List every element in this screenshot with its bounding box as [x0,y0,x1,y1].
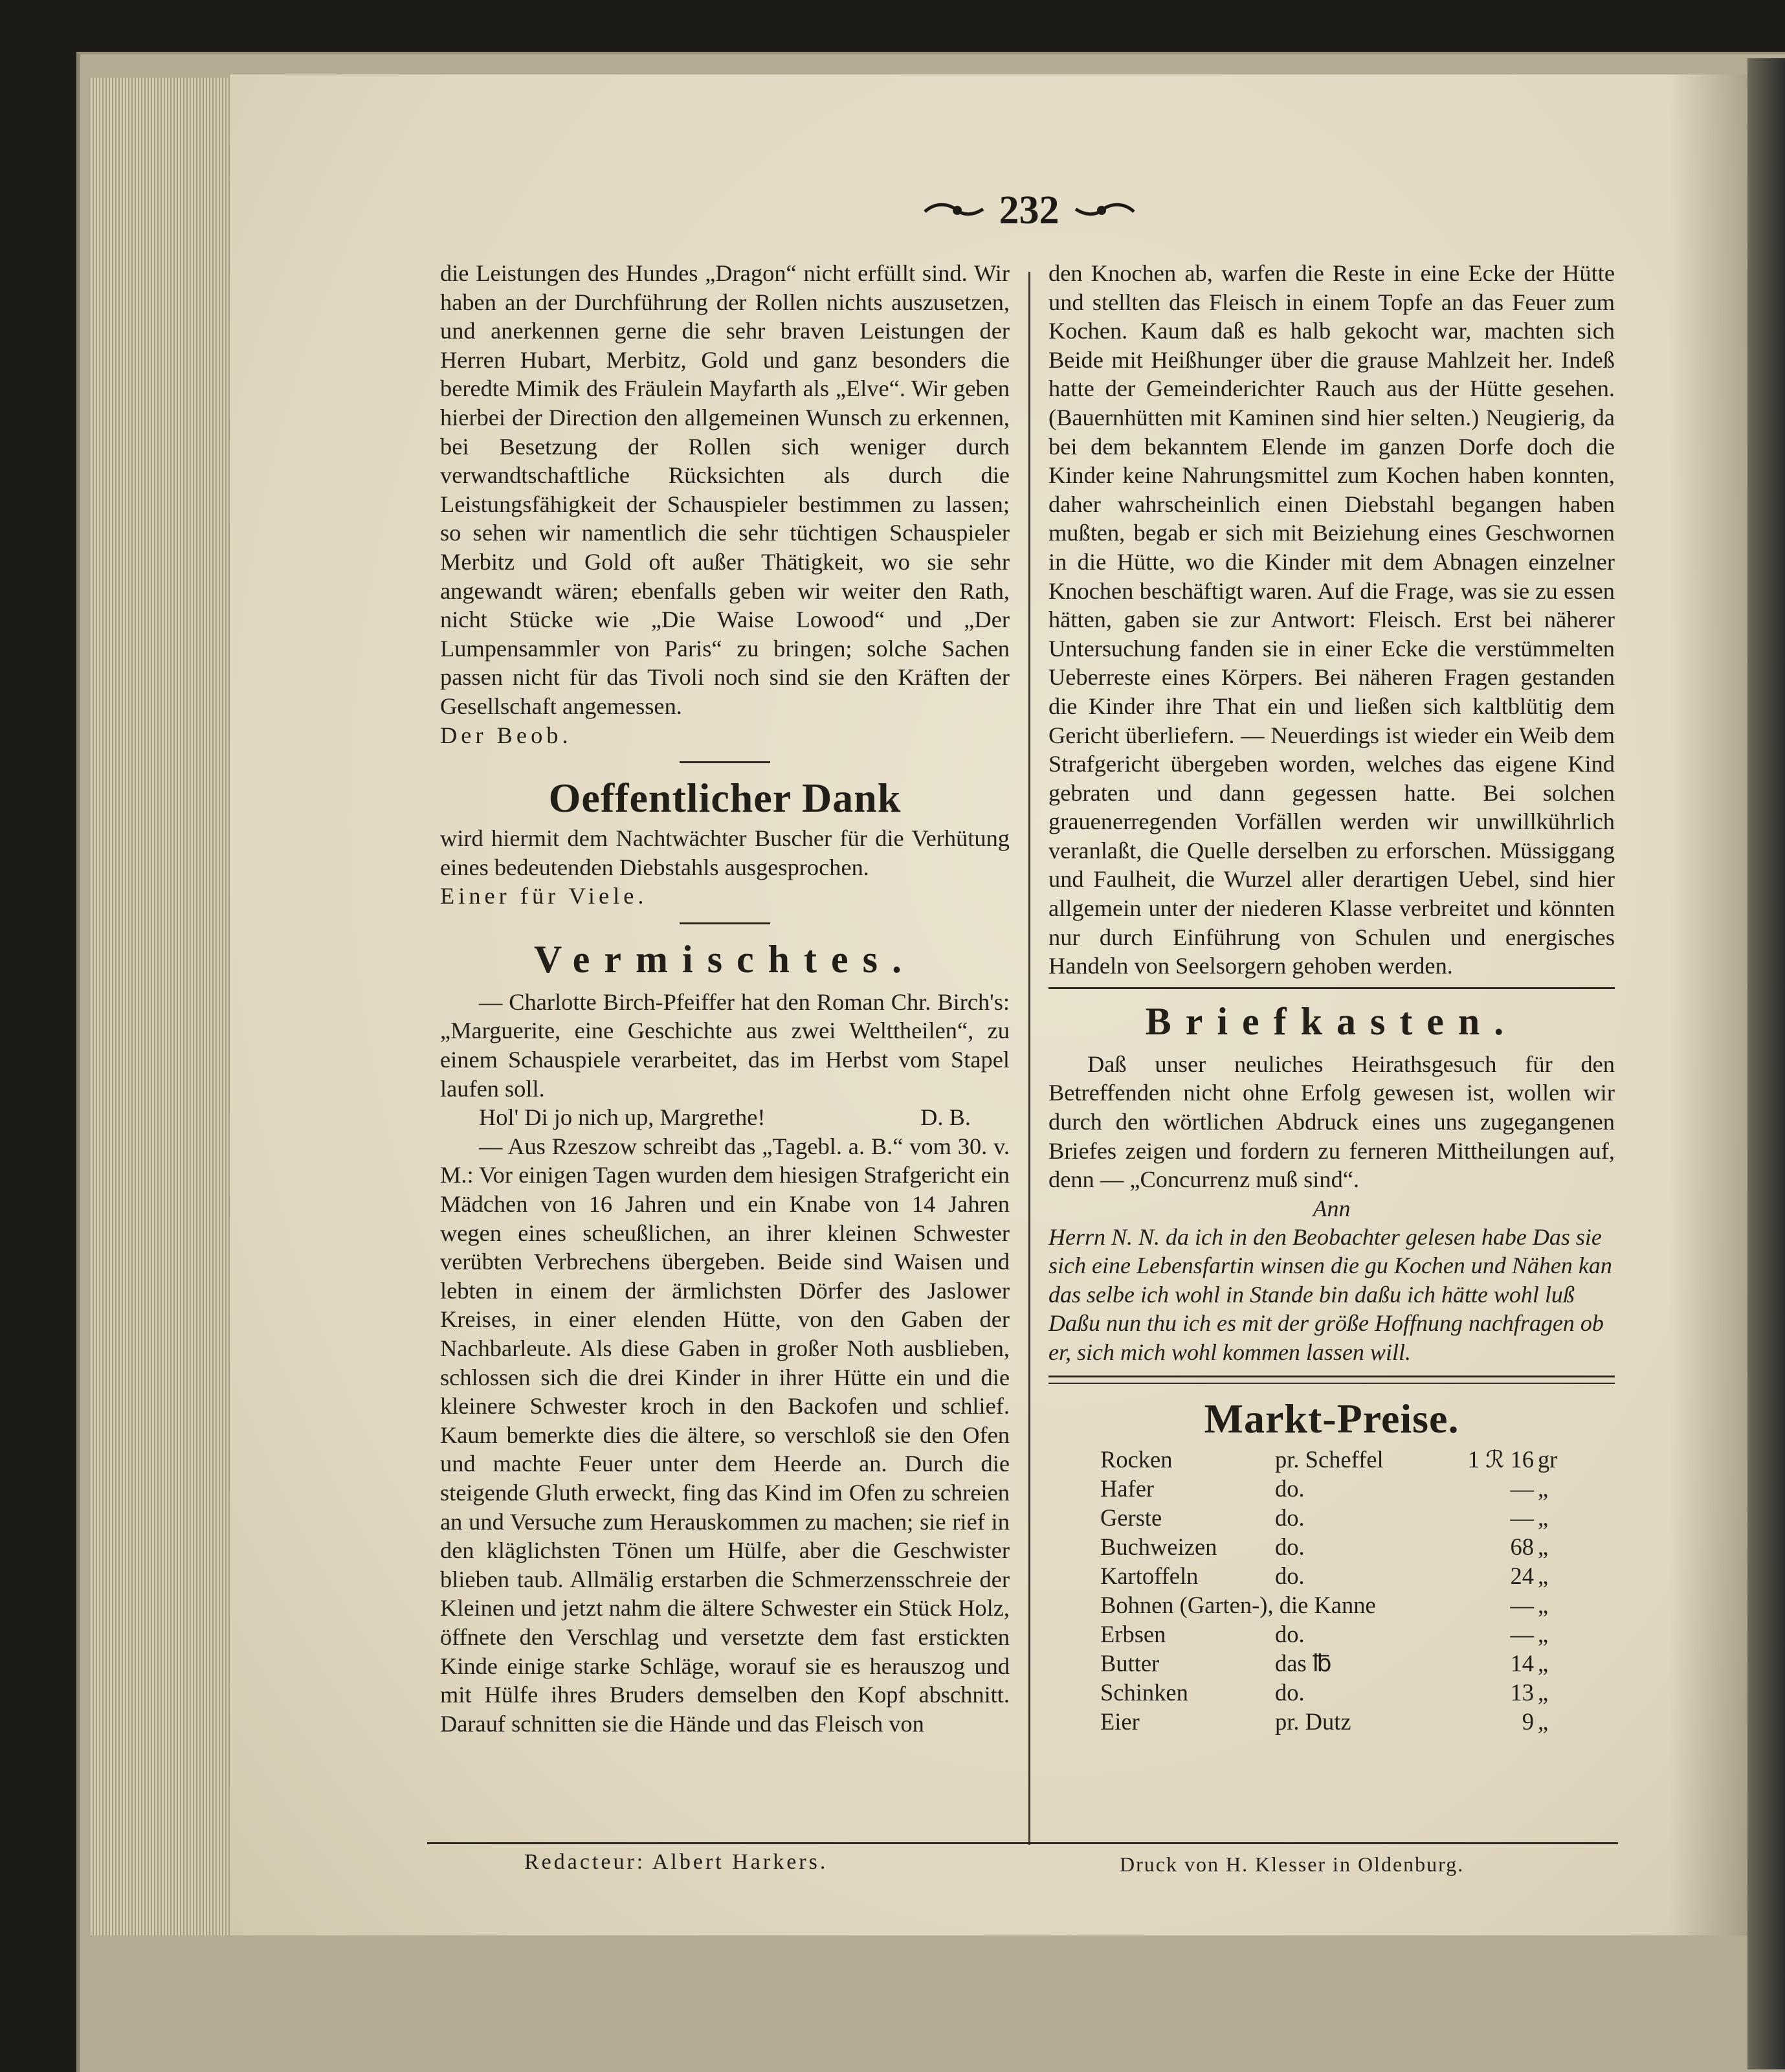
price-unit: gr [1538,1446,1558,1473]
price-measure: pr. Scheffel [1275,1446,1384,1473]
price-item: Butter [1100,1650,1160,1677]
price-item: Buchweizen [1100,1533,1217,1561]
birch-pfeiffer-news: — Charlotte Birch-Pfeiffer hat den Roman Chr. Birch's: „Marguerite, eine Geschichte aus zwei Welttheilen“, zu einem Schauspiele verarbeitet, das im Herbst vom Stapel laufen soll. [440,988,1010,1102]
birch-quote: Hol' Di jo nich up, Margrethe! [479,1104,766,1131]
markt-preise-heading: Markt-Preise. [1204,1396,1459,1442]
briefkasten-heading: Briefkasten. [1145,999,1518,1043]
dank-signature: Einer für Viele. [440,883,648,909]
price-item: Kartoffeln [1100,1563,1199,1590]
left-column [440,259,1010,1738]
price-row [1100,1678,1615,1707]
price-value: — [1510,1504,1534,1532]
price-value: 9 [1522,1708,1534,1735]
review-signature: Der Beob. [440,722,572,748]
price-row [1100,1649,1615,1678]
page-stack-edges [91,78,239,1935]
vermischtes-heading: Vermischtes. [533,937,916,981]
right-column [1048,259,1615,1736]
price-item: Erbsen [1100,1621,1166,1648]
page-number-header [900,184,1159,236]
price-row [1100,1474,1615,1503]
left-ornament-icon [922,197,986,223]
price-unit: „ [1538,1533,1549,1561]
editor-credit: Redacteur: Albert Harkers. [524,1850,828,1874]
price-measure: pr. Dutz [1275,1708,1351,1735]
price-unit: „ [1538,1708,1549,1735]
price-measure: das ℔ [1275,1650,1332,1677]
page-gutter-shadow [1670,74,1747,1935]
price-unit: „ [1538,1679,1549,1706]
price-value: 13 [1510,1679,1534,1706]
price-value: — [1510,1475,1534,1502]
book-spine-edge [1747,58,1785,2069]
price-row [1100,1532,1615,1561]
price-row [1100,1620,1615,1649]
rzeszow-continuation: den Knochen ab, warfen die Reste in eine Ecke der Hütte und stellten das Fleisch in einem Topfe an das Feuer zum Kochen. Kaum daß es halb gekocht war, machten sich Beide mit Heißhunger über die grause Mahlzeit her. Indeß hatte der Gemeinderichter Rauch aus der Hütte gesehen. (Bauernhütten mit Kaminen sind hier selten.) Neugierig, da bei dem bekanntem Elende im ganzen Dorfe doch die Kinder keine Nahrungsmittel zum Kochen haben konnten, daher wahrscheinlich einen Diebstahl begangen haben mußten, begab er sich mit Beiziehung eines Geschwornen in die Hütte, wo die Kinder mit dem Abnagen einzelner Knochen beschäftigt waren. Auf die Frage, was sie zu essen hätten, gaben sie zur Antwort: Fleisch. Erst bei näherer Untersuchung fanden sie in einer Ecke die verstümmelten Ueberreste eines Körpers. Bei näheren Fragen gestanden die Kinder ihre That ein und ließen sich kaltblütig dem Gericht überliefern. — Neuerdings ist wieder ein Weib dem Strafgericht übergeben worden, welches das eigene Kind gebraten und dann gegessen hatte. Bei solchen grauenerregenden Vorfällen werden wir unwillkührlich veranlaßt, die Quelle derselben zu erforschen. Müssiggang und Faulheit, die Wurzel aller derartigen Uebel, sind hier allgemein unter der niederen Klasse verbreitet und könnten nur durch Einführung von Schulen und energisches Handeln von Seelsorgern gehoben werden. [1048,260,1615,979]
column-divider [1028,272,1030,1845]
price-value: — [1510,1592,1534,1619]
footer-rule [427,1842,1618,1844]
section-divider [1048,1376,1615,1384]
price-row [1100,1561,1615,1590]
price-unit: „ [1538,1592,1549,1619]
letter-text: Herrn N. N. da ich in den Beobachter gelesen habe Das sie sich eine Lebensfartin winsen die gu Kochen und Nähen kan das selbe ich wohl in Stande bin daßu ich hätte wohl luß Daßu nun thu ich es mit der größe Hoffnung nachfragen ob er, sich mich wohl kommen lassen will. [1048,1223,1612,1365]
price-unit: „ [1538,1475,1549,1502]
price-measure: do. [1275,1621,1305,1648]
birch-quote-line [440,1103,1010,1132]
price-item: Schinken [1100,1679,1188,1706]
price-item: Hafer [1100,1475,1155,1502]
market-price-table [1100,1445,1615,1736]
price-value: 24 [1510,1563,1534,1590]
printer-credit: Druck von H. Klesser in Oldenburg. [1120,1853,1465,1876]
price-row [1100,1590,1615,1620]
price-unit: „ [1538,1621,1549,1648]
price-item: Bohnen (Garten-), die Kanne [1100,1592,1376,1619]
page-number: 232 [999,188,1059,232]
price-measure: do. [1275,1679,1305,1706]
price-item: Rocken [1100,1446,1173,1473]
price-value: — [1510,1621,1534,1648]
theatre-review-text: die Leistungen des Hundes „Dragon“ nicht erfüllt sind. Wir haben an der Durchführung der Rollen nichts auszusetzen, und anerkennen gerne die sehr braven Leistungen der Herren Hubart, Merbitz, Gold und ganz besonders die beredte Mimik des Fräulein Mayfarth als „Elve“. Wir geben hierbei der Direction den allgemeinen Wunsch zu erkennen, bei Besetzung der Rollen sich weniger durch verwandtschaftliche Rücksichten als durch die Leistungsfähigkeit der Schauspieler bestimmen zu lassen; so sehen wir namentlich die sehr tüchtigen Schauspieler Merbitz und Gold oft außer Thätigkeit, wo sie sehr angewandt wären; ebenfalls geben wir weiter den Rath, nicht Stücke wie „Die Waise Lowood“ und „Der Lumpensammler von Paris“ zu bringen; solche Sachen passen nicht für das Tivoli noch sind sie den Kräften der Gesellschaft angemessen. [440,260,1010,719]
price-item: Eier [1100,1708,1140,1735]
section-divider [680,761,770,763]
right-ornament-icon [1072,197,1137,223]
price-measure: do. [1275,1533,1305,1561]
price-row [1100,1707,1615,1736]
briefkasten-text: Daß unser neuliches Heirathsgesuch für den Betreffenden nicht ohne Erfolg gewesen ist, wollen wir durch den wörtlichen Abdruck eines uns zugegangenen Briefes zeigen und fordern zu ferneren Mittheilungen auf, denn — „Concurrenz muß sind“. [1048,1051,1615,1193]
price-unit: „ [1538,1650,1549,1677]
price-row [1100,1445,1615,1474]
price-row [1100,1503,1615,1532]
price-unit: „ [1538,1563,1549,1590]
price-value: 68 [1510,1533,1534,1561]
price-value: 1 ℛ 16 [1467,1446,1534,1473]
price-measure: do. [1275,1563,1305,1590]
dank-heading: Oeffentlicher Dank [548,775,902,821]
price-measure: do. [1275,1504,1305,1532]
letter-salutation: Ann [1313,1195,1351,1221]
dank-text: wird hiermit dem Nachtwächter Buscher für die Verhütung eines bedeutenden Diebstahls ausgesprochen. [440,825,1010,880]
price-value: 14 [1510,1650,1534,1677]
section-divider [1048,987,1615,989]
price-unit: „ [1538,1504,1549,1532]
rzeszow-news: — Aus Rzeszow schreibt das „Tagebl. a. B.“ vom 30. v. M.: Vor einigen Tagen wurden dem hiesigen Strafgericht ein Mädchen von 16 Jahren und ein Knabe von 14 Jahren wegen eines scheußlichen, an ihrer kleinen Schwester verübten Verbrechens übergeben. Beide sind Waisen und lebten in einem der ärmlichsten Dörfer des Jaslower Kreises, in einer elenden Hütte, von den Gaben der Nachbarleute. Als diese Gaben in großer Noth ausblieben, schlossen sich die drei Kinder in ihrer Hütte ein und die kleinere Schwester kroch in den Backofen und schlief. Kaum bemerkte dies die ältere, so verschloß sie den Ofen und machte Feuer unter dem Heerde an. Durch die steigende Gluth erweckt, fing das Kind im Ofen zu schreien an und Versuche zum Herauskommen zu machen; sie rief in den kläglichsten Tönen um Hülfe, aber die Geschwister blieben taub. Allmälig erstarben die Schmerzensschreie der Kleinen und jetzt nahm die ältere Schwester ein Stück Holz, öffnete den Verschlag und versetzte dem fast erstickten Kinde einige starke Schläge, worauf sie es herauszog und mit Hülfe ihres Bruders demselben den Kopf abschnitt. Darauf schnitten sie die Hände und das Fleisch von [440,1133,1010,1737]
birch-signature: D. B. [920,1104,971,1131]
price-item: Gerste [1100,1504,1162,1532]
price-measure: do. [1275,1475,1305,1502]
section-divider [680,922,770,924]
